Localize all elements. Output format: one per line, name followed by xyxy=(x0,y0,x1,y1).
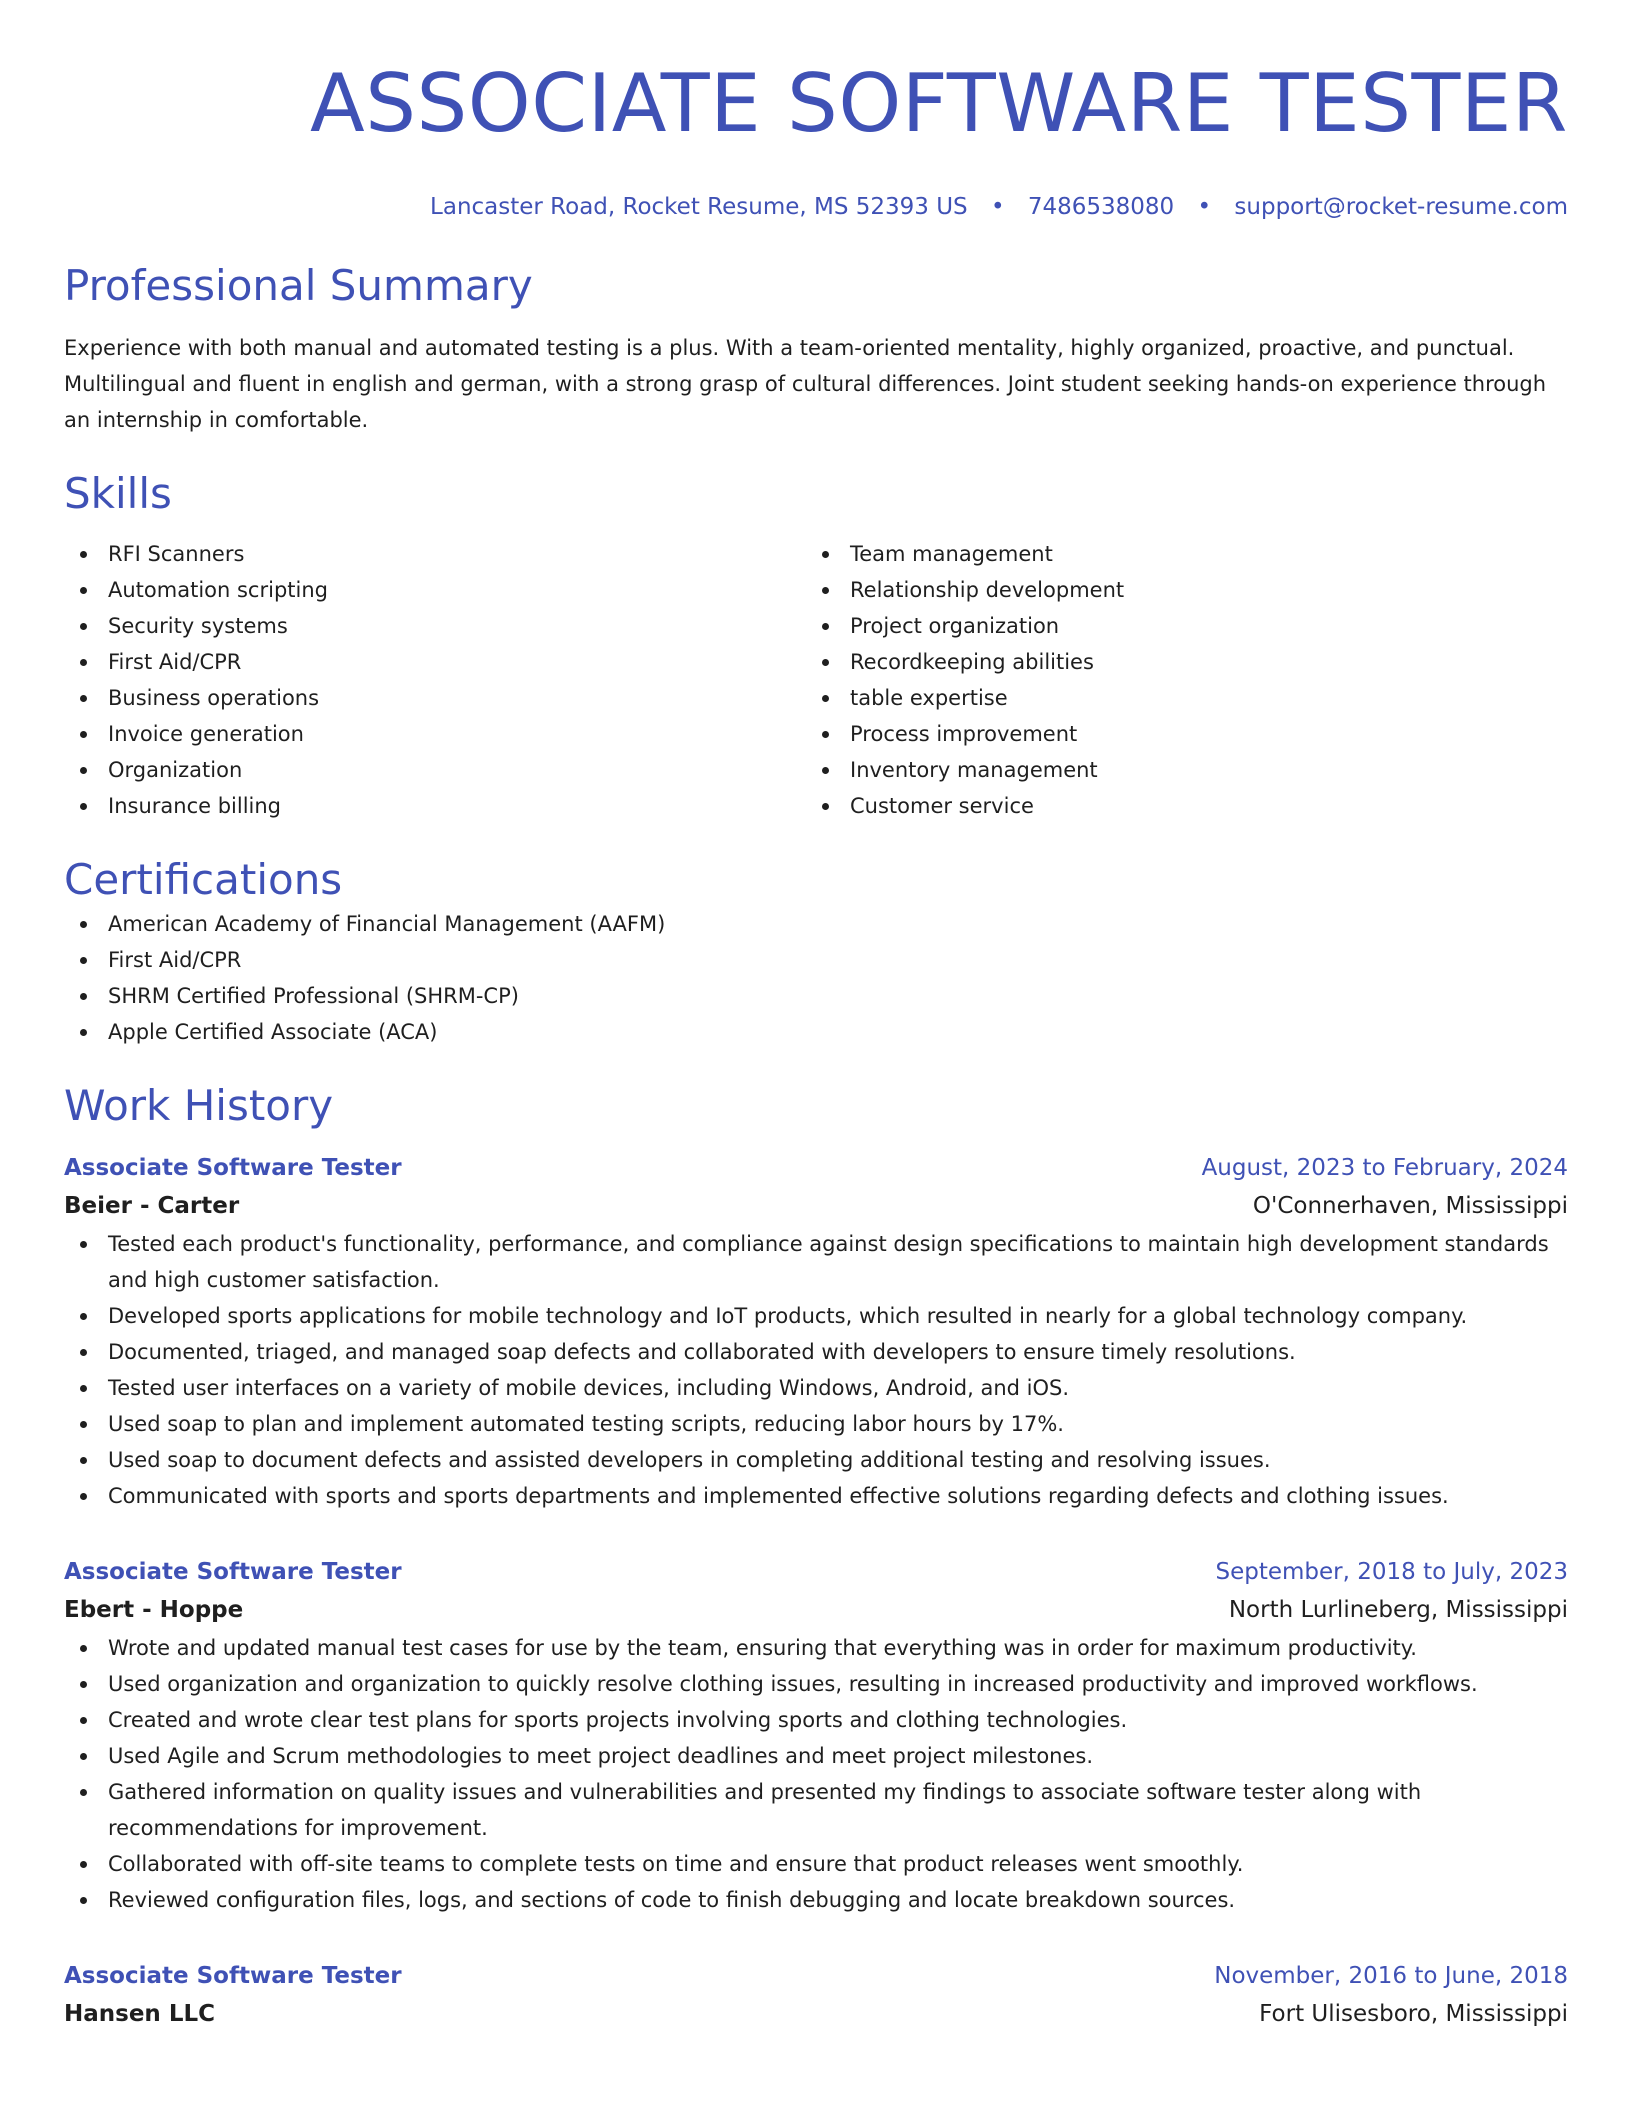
skill-item: Inventory management xyxy=(806,752,1548,788)
certification-item: SHRM Certified Professional (SHRM-CP) xyxy=(64,978,1568,1014)
job-dates: November, 2016 to June, 2018 xyxy=(1214,1963,1568,1989)
certification-item: American Academy of Financial Management (AAFM) xyxy=(64,906,1568,942)
job-entry xyxy=(64,1554,1568,1918)
job-company-row xyxy=(64,1186,1568,1226)
contact-line xyxy=(64,192,1568,222)
skills-list-left xyxy=(64,536,806,824)
skills-heading: Skills xyxy=(64,469,172,518)
job-location: O'Connerhaven, Mississippi xyxy=(1252,1193,1568,1219)
skill-item: RFI Scanners xyxy=(64,536,806,572)
summary-text: Experience with both manual and automated testing is a plus. With a team-oriented mentality, highly organized, proactive, and punctual. Multilingual and fluent in english and german, with a strong grasp of cultural differences. Joint student seeking hands-on experience through an internship in comfortable. xyxy=(64,336,1547,432)
job-company-row xyxy=(64,1590,1568,1630)
resume-name: ASSOCIATE SOFTWARE TESTER xyxy=(309,57,1568,150)
job-entry xyxy=(64,1150,1568,1514)
job-bullets xyxy=(64,1630,1568,1918)
job-title-row xyxy=(64,1958,1568,1994)
job-title-row xyxy=(64,1554,1568,1590)
job-bullet: Gathered information on quality issues and vulnerabilities and presented my findings to associate software tester along with recommendations for improvement. xyxy=(64,1774,1568,1846)
contact-separator: • xyxy=(990,194,1005,220)
job-bullet: Used organization and organization to quickly resolve clothing issues, resulting in increased productivity and improved workflows. xyxy=(64,1666,1568,1702)
skill-item: Invoice generation xyxy=(64,716,806,752)
job-company: Ebert - Hoppe xyxy=(64,1597,244,1623)
job-title-row xyxy=(64,1150,1568,1186)
job-bullet: Collaborated with off-site teams to complete tests on time and ensure that product releases went smoothly. xyxy=(64,1846,1568,1882)
job-bullets xyxy=(64,1226,1568,1514)
job-location: Fort Ulisesboro, Mississippi xyxy=(1259,2001,1568,2027)
certification-item: Apple Certified Associate (ACA) xyxy=(64,1014,1568,1050)
skill-item: Recordkeeping abilities xyxy=(806,644,1548,680)
contact-address: Lancaster Road, Rocket Resume, MS 52393 US xyxy=(430,194,968,220)
skill-item: Project organization xyxy=(806,608,1548,644)
job-bullet: Created and wrote clear test plans for sports projects involving sports and clothing technologies. xyxy=(64,1702,1568,1738)
certifications-heading: Certifications xyxy=(64,855,343,904)
skill-item: Automation scripting xyxy=(64,572,806,608)
resume-header xyxy=(64,56,1568,222)
job-location: North Lurlineberg, Mississippi xyxy=(1228,1597,1568,1623)
resume-page xyxy=(64,0,1568,2034)
skill-item: Customer service xyxy=(806,788,1548,824)
job-bullet: Used Agile and Scrum methodologies to meet project deadlines and meet project milestones. xyxy=(64,1738,1568,1774)
skill-item: Team management xyxy=(806,536,1548,572)
skill-item: First Aid/CPR xyxy=(64,644,806,680)
job-company: Hansen LLC xyxy=(64,2001,216,2027)
job-dates: August, 2023 to February, 2024 xyxy=(1201,1155,1568,1181)
job-title: Associate Software Tester xyxy=(64,1963,402,1989)
skill-item: Relationship development xyxy=(806,572,1548,608)
skills-grid xyxy=(64,536,1568,824)
contact-phone: 7486538080 xyxy=(1027,194,1175,220)
skill-item: Insurance billing xyxy=(64,788,806,824)
job-bullet: Used soap to plan and implement automated testing scripts, reducing labor hours by 17%. xyxy=(64,1406,1568,1442)
summary-heading: Professional Summary xyxy=(64,261,533,310)
job-bullet: Reviewed configuration files, logs, and sections of code to finish debugging and locate breakdown sources. xyxy=(64,1882,1568,1918)
job-entry xyxy=(64,1958,1568,2034)
skill-item: table expertise xyxy=(806,680,1548,716)
certifications-list xyxy=(64,906,1568,1050)
skill-item: Process improvement xyxy=(806,716,1548,752)
certification-item: First Aid/CPR xyxy=(64,942,1568,978)
job-dates: September, 2018 to July, 2023 xyxy=(1215,1559,1568,1585)
skill-item: Security systems xyxy=(64,608,806,644)
contact-email[interactable]: support@rocket-resume.com xyxy=(1234,194,1568,220)
job-bullet: Communicated with sports and sports departments and implemented effective solutions regarding defects and clothing issues. xyxy=(64,1478,1568,1514)
skill-item: Business operations xyxy=(64,680,806,716)
skill-item: Organization xyxy=(64,752,806,788)
skills-column-right xyxy=(806,536,1548,824)
job-bullet: Developed sports applications for mobile technology and IoT products, which resulted in nearly for a global technology company. xyxy=(64,1298,1568,1334)
job-bullet: Used soap to document defects and assisted developers in completing additional testing and resolving issues. xyxy=(64,1442,1568,1478)
job-bullet: Tested each product's functionality, performance, and compliance against design specifications to maintain high development standards and high customer satisfaction. xyxy=(64,1226,1568,1298)
work-history-heading: Work History xyxy=(64,1081,334,1130)
contact-separator: • xyxy=(1197,194,1212,220)
job-title: Associate Software Tester xyxy=(64,1559,402,1585)
job-bullet: Tested user interfaces on a variety of mobile devices, including Windows, Android, and iOS. xyxy=(64,1370,1568,1406)
job-company: Beier - Carter xyxy=(64,1193,240,1219)
job-title: Associate Software Tester xyxy=(64,1155,402,1181)
skills-column-left xyxy=(64,536,806,824)
job-bullet: Wrote and updated manual test cases for use by the team, ensuring that everything was in order for maximum productivity. xyxy=(64,1630,1568,1666)
job-bullet: Documented, triaged, and managed soap defects and collaborated with developers to ensure timely resolutions. xyxy=(64,1334,1568,1370)
skills-list-right xyxy=(806,536,1548,824)
job-company-row xyxy=(64,1994,1568,2034)
